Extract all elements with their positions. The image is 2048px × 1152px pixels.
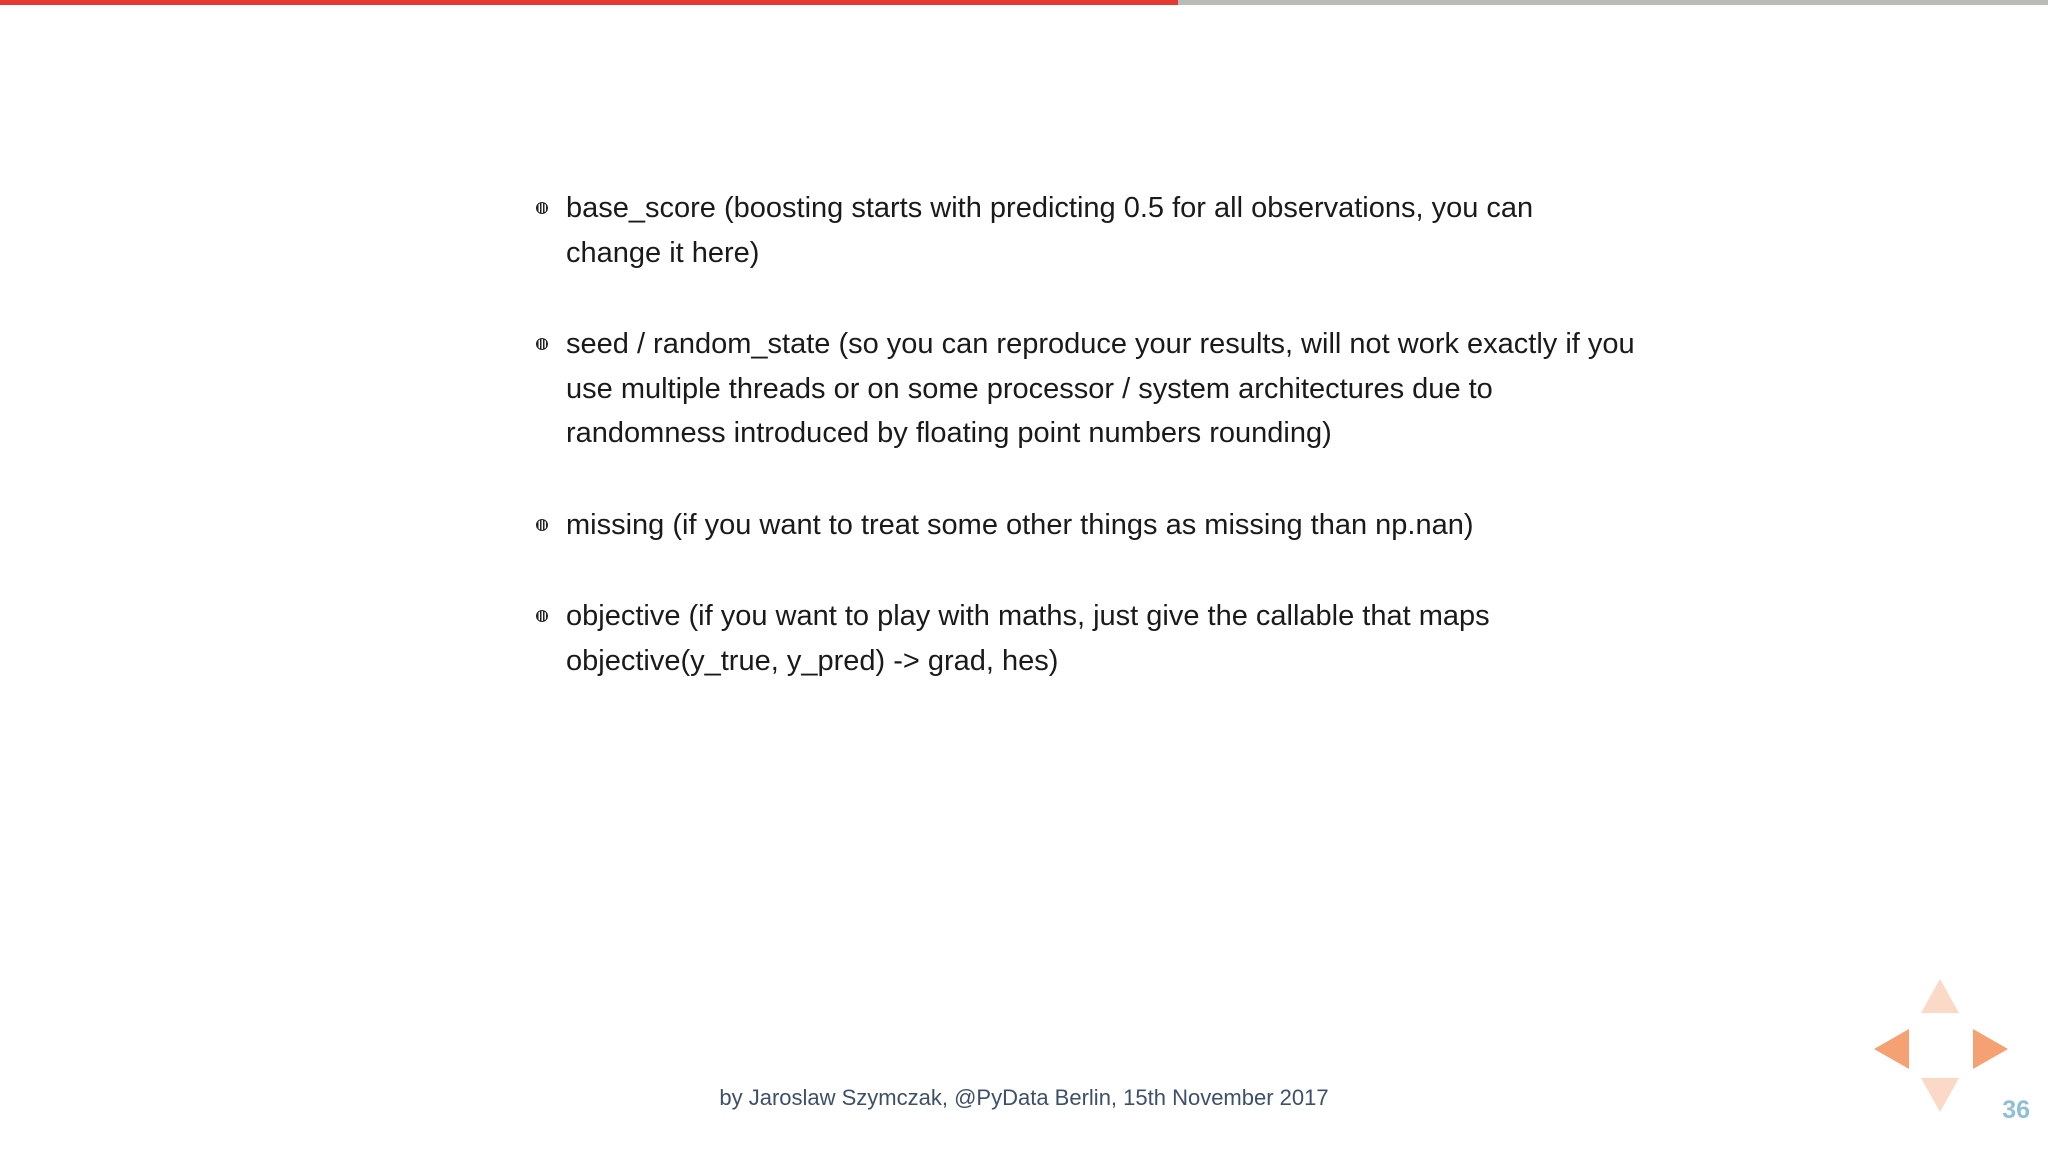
bullet-icon [536, 610, 548, 622]
bullet-icon [536, 338, 548, 350]
slide-footer: by Jaroslaw Szymczak, @PyData Berlin, 15th November 2017 [719, 1085, 1329, 1110]
page-number: 36 [2002, 1096, 2030, 1124]
bullet-icon [536, 519, 548, 531]
slide-bullet-list [536, 186, 1636, 730]
progress-bar-track [0, 0, 2048, 5]
nav-right-arrow-icon[interactable] [1973, 1029, 2008, 1069]
bullet-icon [536, 202, 548, 214]
bullet-text: seed / random_state (so you can reproduce your results, will not work exactly if you use multiple threads or on some processor / system architectures due to randomness introduced by floating point numbers rounding) [566, 328, 1635, 449]
bullet-text: objective (if you want to play with maths, just give the callable that maps objective(y_true, y_pred) -> grad, hes) [566, 600, 1490, 677]
bullet-item [536, 186, 1636, 275]
progress-bar-fill [0, 0, 1178, 5]
nav-left-arrow-icon[interactable] [1874, 1029, 1909, 1069]
bullet-text: base_score (boosting starts with predicting 0.5 for all observations, you can change it here) [566, 192, 1534, 269]
bullet-item [536, 503, 1636, 548]
bullet-item [536, 322, 1636, 456]
bullet-item [536, 594, 1636, 683]
nav-up-arrow-icon[interactable] [1921, 979, 1959, 1013]
nav-down-arrow-icon[interactable] [1921, 1078, 1959, 1112]
bullet-text: missing (if you want to treat some other things as missing than np.nan) [566, 508, 1474, 541]
